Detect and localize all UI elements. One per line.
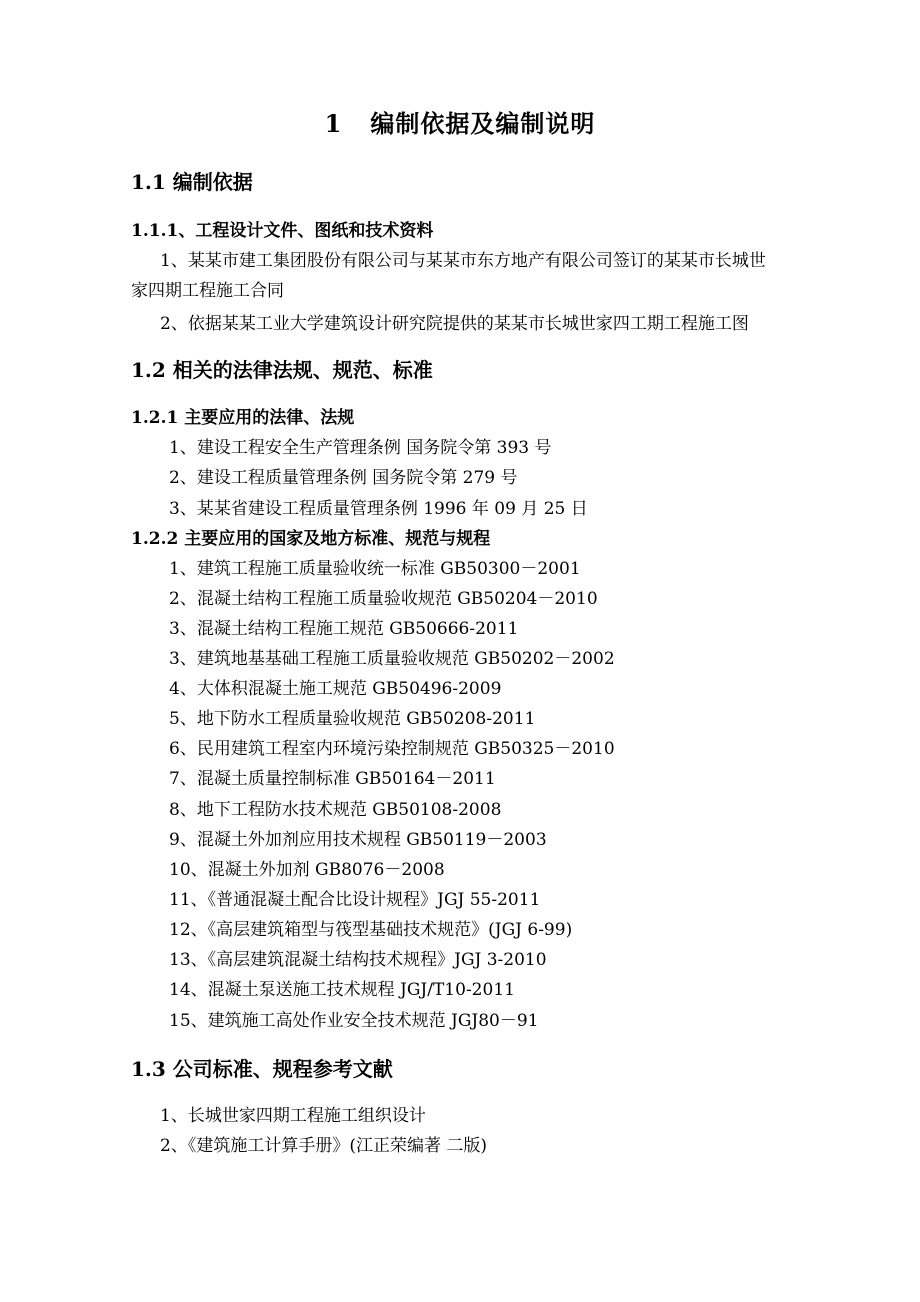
chapter-number: 1	[324, 109, 343, 138]
standard-item: 9、混凝土外加剂应用技术规程 GB50119－2003	[169, 830, 547, 850]
subsection-heading-1-2-1: 1.2.1 主要应用的法律、法规	[131, 408, 355, 428]
standard-item: 3、混凝土结构工程施工规范 GB50666-2011	[169, 619, 519, 639]
list-item-continuation: 家四期工程施工合同	[131, 281, 284, 301]
law-item: 2、建设工程质量管理条例 国务院令第 279 号	[169, 468, 518, 488]
standard-item: 15、建筑施工高处作业安全技术规范 JGJ80－91	[169, 1011, 539, 1031]
chapter-title: 编制依据及编制说明	[370, 109, 596, 138]
subsection-heading-1-2-2: 1.2.2 主要应用的国家及地方标准、规范与规程	[131, 529, 491, 549]
reference-item: 1、长城世家四期工程施工组织设计	[160, 1106, 426, 1126]
standard-item: 11、《普通混凝土配合比设计规程》JGJ 55-2011	[169, 890, 541, 910]
standard-item: 1、建筑工程施工质量验收统一标准 GB50300－2001	[169, 559, 581, 579]
standard-item: 7、混凝土质量控制标准 GB50164－2011	[169, 769, 496, 789]
law-item: 1、建设工程安全生产管理条例 国务院令第 393 号	[169, 438, 552, 458]
standard-item: 4、大体积混凝土施工规范 GB50496-2009	[169, 679, 502, 699]
standard-item: 8、地下工程防水技术规范 GB50108-2008	[169, 800, 502, 820]
standard-item: 6、民用建筑工程室内环境污染控制规范 GB50325－2010	[169, 739, 615, 759]
reference-item: 2、《建筑施工计算手册》(江正荣编著 二版)	[160, 1136, 487, 1156]
standard-item: 14、混凝土泵送施工技术规程 JGJ/T10-2011	[169, 980, 515, 1000]
subsection-heading-1-1-1: 1.1.1、工程设计文件、图纸和技术资料	[131, 221, 434, 241]
standard-item: 5、地下防水工程质量验收规范 GB50208-2011	[169, 709, 536, 729]
standard-item: 2、混凝土结构工程施工质量验收规范 GB50204－2010	[169, 589, 598, 609]
law-item: 3、某某省建设工程质量管理条例 1996 年 09 月 25 日	[169, 499, 588, 519]
standard-item: 13、《高层建筑混凝土结构技术规程》JGJ 3-2010	[169, 950, 547, 970]
list-item: 2、依据某某工业大学建筑设计研究院提供的某某市长城世家四工期工程施工图	[160, 314, 749, 334]
section-heading-1-2: 1.2 相关的法律法规、规范、标准	[131, 358, 433, 382]
page-title	[0, 104, 920, 139]
standard-item: 10、混凝土外加剂 GB8076－2008	[169, 860, 445, 880]
list-item: 1、某某市建工集团股份有限公司与某某市东方地产有限公司签订的某某市长城世	[160, 251, 766, 271]
standard-item: 12、《高层建筑箱型与筏型基础技术规范》(JGJ 6-99)	[169, 920, 573, 940]
section-heading-1-1: 1.1 编制依据	[131, 170, 253, 194]
standard-item: 3、建筑地基基础工程施工质量验收规范 GB50202－2002	[169, 649, 615, 669]
section-heading-1-3: 1.3 公司标准、规程参考文献	[131, 1057, 393, 1081]
